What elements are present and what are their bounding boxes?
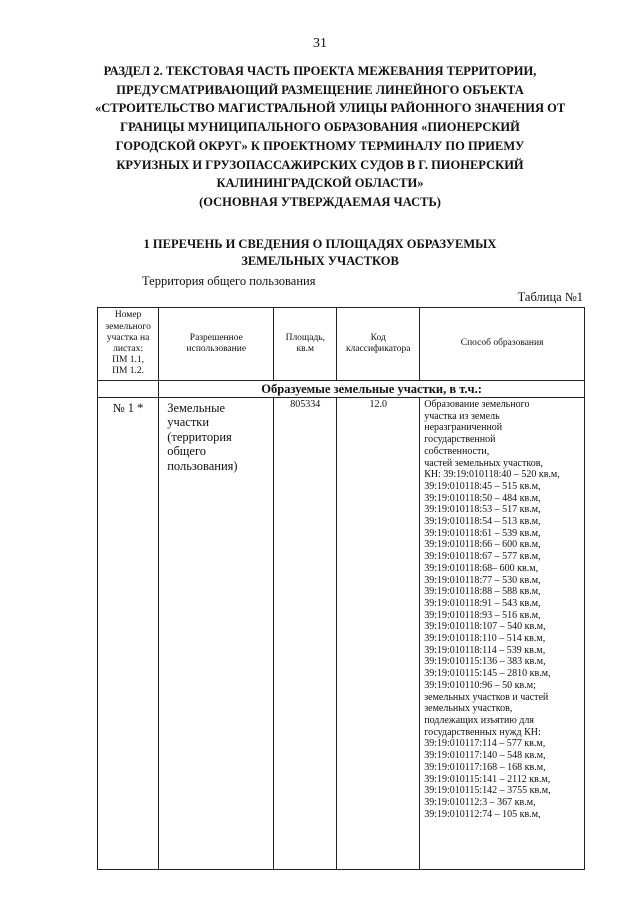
method-line: 39:19:010118:107 – 540 кв.м,: [424, 621, 546, 633]
header-line: Код: [370, 332, 386, 343]
section-title-line: КАЛИНИНГРАДСКОЙ ОБЛАСТИ»: [216, 176, 424, 191]
header-method: Способ образования: [420, 308, 585, 381]
method-line: 39:19:010118:91 – 543 кв.м,: [424, 597, 541, 609]
header-line: ПМ 1.2.: [112, 366, 145, 377]
method-line: государственной: [424, 434, 496, 446]
use-line: участки: [167, 415, 210, 430]
method-line: 39:19:010110:96 – 50 кв.м;: [424, 679, 536, 691]
method-line: 39:19:010115:136 – 383 кв.м,: [424, 656, 546, 668]
list-title-line: ЗЕМЕЛЬНЫХ УЧАСТКОВ: [241, 254, 399, 268]
method-line: КН: 39:19:010118:40 – 520 кв.м,: [424, 469, 560, 481]
method-line: 39:19:010118:50 – 484 кв.м,: [424, 492, 541, 504]
plot-area: 805334: [274, 398, 337, 870]
plot-number: № 1 *: [98, 398, 159, 870]
method-line: 39:19:010118:88 – 588 кв.м,: [424, 586, 541, 598]
header-number: [98, 308, 159, 381]
section-title-line: ГОРОДСКОЙ ОКРУГ» К ПРОЕКТНОМУ ТЕРМИНАЛУ ПО ПРИЕМУ: [115, 138, 525, 153]
method-line: 39:19:010112:3 – 367 кв.м,: [424, 796, 536, 808]
plot-method: [420, 398, 585, 870]
page-number: 31: [313, 36, 327, 51]
header-code: [337, 308, 420, 381]
method-line: неразграниченной: [424, 422, 503, 434]
header-line: земельного: [105, 321, 151, 332]
table-label: Таблица №1: [517, 290, 583, 304]
method-line: 39:19:010115:145 – 2810 кв.м,: [424, 668, 551, 680]
header-line: ПМ 1.1,: [112, 355, 145, 366]
section-title-line: РАЗДЕЛ 2. ТЕКСТОВАЯ ЧАСТЬ ПРОЕКТА МЕЖЕВАНИЯ ТЕРРИТОРИИ,: [103, 64, 537, 78]
header-line: классификатора: [345, 344, 411, 354]
method-line: 39:19:010118:66 – 600 кв.м,: [424, 539, 541, 551]
section-title-line: (ОСНОВНАЯ УТВЕРЖДАЕМАЯ ЧАСТЬ): [199, 194, 441, 209]
method-line: 39:19:010117:140 – 548 кв.м,: [424, 750, 546, 762]
method-line: 39:19:010118:110 – 514 кв.м,: [424, 633, 546, 645]
section-title-line: ПРЕДУСМАТРИВАЮЩИЙ РАЗМЕЩЕНИЕ ЛИНЕЙНОГО ОБЪЕКТА: [116, 82, 524, 97]
table-header-row: [98, 308, 585, 381]
use-line: Земельные: [167, 401, 226, 415]
method-line: частей земельных участков,: [424, 457, 543, 469]
method-line: 39:19:010115:142 – 3755 кв.м,: [424, 785, 551, 797]
method-line: 39:19:010118:77 – 530 кв.м,: [424, 574, 541, 586]
list-title: [140, 236, 500, 270]
use-line: пользования): [167, 458, 238, 473]
method-line: участка из земель: [424, 410, 500, 422]
section-title-line: КРУИЗНЫХ И ГРУЗОПАССАЖИРСКИХ СУДОВ В Г. ПИОНЕРСКИЙ: [116, 157, 524, 172]
use-line: общего: [167, 444, 207, 459]
method-line: 39:19:010117:114 – 577 кв.м,: [424, 738, 546, 750]
header-use: [159, 308, 274, 381]
method-line: 39:19:010118:68– 600 кв.м,: [424, 562, 539, 574]
header-line: кв.м: [296, 344, 315, 354]
plot-use: [159, 398, 274, 870]
method-line: 39:19:010112:74 – 105 кв.м,: [424, 808, 541, 820]
land-plots-table: [97, 307, 585, 870]
header-line: Разрешенное: [189, 332, 243, 343]
use-line: (территория: [167, 429, 232, 444]
section-title-line: ГРАНИЦЫ МУНИЦИПАЛЬНОГО ОБРАЗОВАНИЯ «ПИОНЕРСКИЙ: [120, 120, 520, 135]
method-line: 39:19:010118:53 – 517 кв.м,: [424, 504, 541, 516]
territory-label: Территория общего пользования: [142, 274, 316, 288]
list-title-line: 1 ПЕРЕЧЕНЬ И СВЕДЕНИЯ О ПЛОЩАДЯХ ОБРАЗУЕМЫХ: [143, 237, 497, 251]
header-line: участка на: [106, 332, 150, 343]
method-line: 39:19:010118:54 – 513 кв.м,: [424, 516, 541, 528]
method-line: Образование земельного: [424, 399, 530, 410]
method-line: земельных участков и частей: [424, 691, 549, 703]
group-empty-cell: [98, 381, 159, 398]
table-row: [98, 398, 585, 870]
method-line: 39:19:010117:168 – 168 кв.м,: [424, 761, 546, 773]
method-line: собственности,: [424, 445, 490, 457]
group-label: Образуемые земельные участки, в т.ч.:: [159, 381, 585, 398]
method-line: земельных участков,: [424, 703, 513, 715]
header-line: Площадь,: [285, 332, 326, 343]
method-line: 39:19:010118:61 – 539 кв.м,: [424, 527, 541, 539]
plot-code: 12.0: [337, 398, 420, 870]
method-line: 39:19:010115:141 – 2112 кв.м,: [424, 773, 551, 785]
section-title: [95, 62, 566, 212]
method-line: подлежащих изъятию для: [424, 714, 534, 726]
method-line: 39:19:010118:93 – 516 кв.м,: [424, 609, 541, 621]
section-title-line: «СТРОИТЕЛЬСТВО МАГИСТРАЛЬНОЙ УЛИЦЫ РАЙОННОГО ЗНАЧЕНИЯ ОТ: [95, 101, 566, 116]
group-row: [98, 381, 585, 398]
method-line: 39:19:010118:45 – 515 кв.м,: [424, 480, 541, 492]
method-line: 39:19:010118:114 – 539 кв.м,: [424, 644, 546, 656]
header-line: Номер: [114, 310, 142, 321]
header-area: [274, 308, 337, 381]
method-line: 39:19:010118:67 – 577 кв.м,: [424, 551, 541, 563]
header-line: листах:: [113, 344, 144, 354]
method-line: государственных нужд КН:: [424, 726, 541, 738]
header-line: использование: [186, 344, 247, 354]
